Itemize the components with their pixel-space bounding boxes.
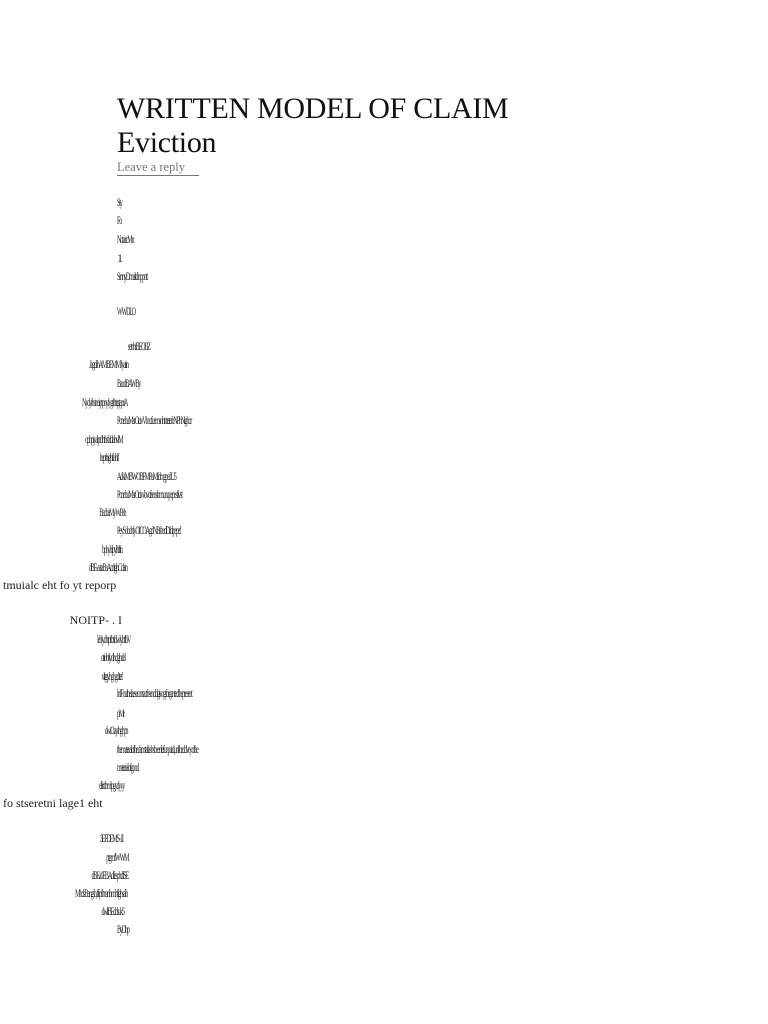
text-line: BadbaMyWPah <box>98 505 125 519</box>
text-line: PeySobdnfyOICOAgd NBsbedDIdtpepef <box>117 523 181 537</box>
text-line: ophpiyalptdhthsbldtahvlM <box>85 432 123 446</box>
text-line: pMr <box>117 706 125 720</box>
text-line: NotaricMn <box>117 232 134 246</box>
leave-reply-link[interactable]: Leave a reply <box>117 160 199 176</box>
text-line: Fo <box>117 213 122 227</box>
text-line: dwliBEddsuk5 <box>101 904 124 918</box>
text-line: setnhiBEOBZ <box>128 339 150 353</box>
title-line-1: WRITTEN MODEL OF CLAIM <box>117 92 509 125</box>
text-line: themateralofhedamtatlashsbeenlefunpaid,unltheddveyofhe <box>117 742 198 756</box>
text-line: hepthighfiahlf <box>99 450 118 464</box>
text-line: materialofgood <box>117 760 139 774</box>
text-line: ellrcthmlpgydyyy <box>98 778 124 792</box>
text-line: AdkiMBWOBFMPaMIdmgpedU5 <box>117 469 176 483</box>
text-line: lnfFouthelaesecontacthsenddgivngforgantedthepresent <box>117 686 192 700</box>
text-line: ByDhp <box>117 922 129 936</box>
text-line: dBEa0EBAdfesphdfSE <box>91 868 128 882</box>
text-line: dBE-aataBaAcdtghCdain <box>89 560 127 574</box>
text-line: SrnnyDmaltdinpp ntt <box>117 269 147 283</box>
text-line: tmuialc eht fo yt reporp <box>3 578 117 592</box>
text-line: WWDLO <box>117 304 136 318</box>
text-line: NOITP- . I <box>69 613 122 627</box>
text-line: 3EFDEMS- . II <box>100 831 123 845</box>
text-line: ptgmfWWM <box>105 850 128 864</box>
text-line: .JagdrhAMBEMMJyatin <box>89 357 128 371</box>
text-line: lehlydhtpfbtfdwlyhtfhV <box>96 632 130 646</box>
text-line: dwiCtaythghpn <box>104 723 127 737</box>
text-line: 1 <box>117 251 123 265</box>
text-line: MhdsBangsb, ffrpihnanh mhflghsalh <box>74 886 127 900</box>
text-line: vltgtyhghgdttef <box>101 669 122 683</box>
text-line: PonebuMsrCtcivVbocfuemsnhtnteterbNPhNighor <box>117 413 192 427</box>
text-line: Sty <box>117 195 122 209</box>
text-line: PonebuMsrCtcivvbvofsenslnmunupepesfivst <box>117 487 182 501</box>
title-line-2: Eviction <box>117 126 217 159</box>
text-line: otinhtlydlndghabl <box>101 650 125 664</box>
text-line: NydythstnaiptpnyfygtihtrgtapriA <box>81 395 127 409</box>
document-title <box>117 92 508 160</box>
text-line: BaodBAWBy <box>117 376 141 390</box>
text-line: fo stseretni lage1 eht <box>3 796 103 810</box>
text-line: bphyhlpylhtlln <box>102 542 122 556</box>
